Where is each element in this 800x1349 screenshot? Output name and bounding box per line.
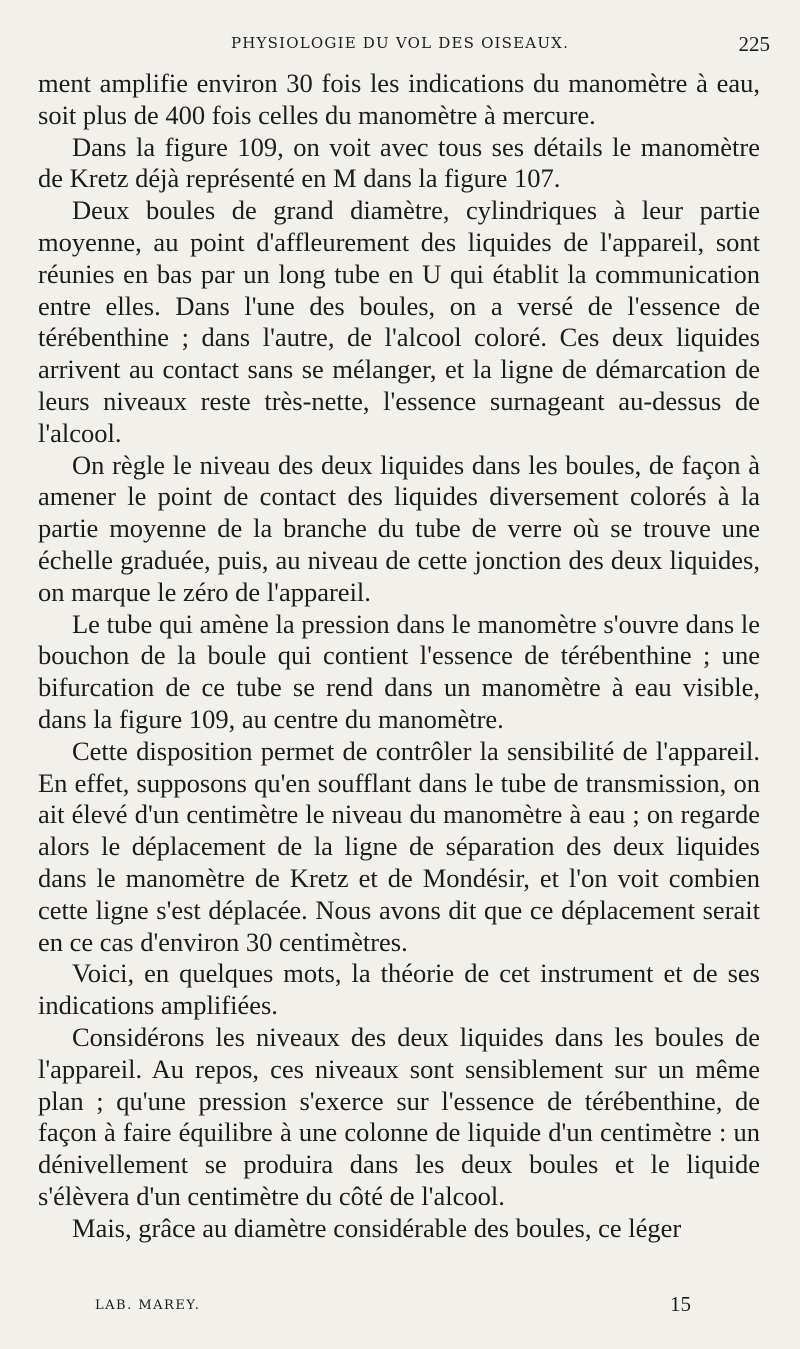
paragraph: On règle le niveau des deux liquides dans les boules, de façon à amener le point de contact des liquides diversement colorés à la partie moyenne de la branche du tube de verre où se trouve une échelle graduée, puis, au niveau de cette jonction des deux liquides, on marque le zéro de l'appareil. [38,449,760,607]
paragraph: Dans la figure 109, on voit avec tous ses détails le manomètre de Kretz déjà représenté en M dans la figure 107. [38,131,760,194]
paragraph: ment amplifie environ 30 fois les indications du manomètre à eau, soit plus de 400 fois celles du manomètre à mercure. [38,68,760,130]
paragraph: Deux boules de grand diamètre, cylindriques à leur partie moyenne, au point d'affleurement des liquides de l'appareil, sont réunies en bas par un long tube en U qui établit la communication entre elles. Dans l'une des boules, on a versé de l'essence de térébenthine ; dans l'autre, de l'alcool coloré. Ces deux liquides arrivent au contact sans se mélanger, et la ligne de démarcation de leurs niveaux reste très-nette, l'essence surnageant au-dessus de l'alcool. [38,195,760,448]
signature-mark: 15 [670,1292,691,1316]
paragraph: Voici, en quelques mots, la théorie de cet instrument et de ses indications amplifiées. [38,958,760,1021]
page-footer [0,1292,800,1322]
page-body [38,68,760,1244]
paragraph: Cette disposition permet de contrôler la sensibilité de l'appareil. En effet, supposons qu'en soufflant dans le tube de transmission, on ait élevé d'un centimètre le niveau du manomètre à eau ; on regarde alors le déplacement de la ligne de séparation des deux liquides dans le manomètre de Kretz et de Mondésir, et l'on voit combien cette ligne s'est déplacée. Nous avons dit que ce déplacement serait en ce cas d'environ 30 centimètres. [38,735,760,957]
footer-credit: LAB. MAREY. [95,1298,201,1313]
running-head: PHYSIOLOGIE DU VOL DES OISEAUX. [230,34,570,52]
page-header [0,32,800,60]
page-number: 225 [738,32,770,56]
paragraph: Le tube qui amène la pression dans le manomètre s'ouvre dans le bouchon de la boule qui contient l'essence de térébenthine ; une bifurcation de ce tube se rend dans un manomètre à eau visible, dans la figure 109, au centre du manomètre. [38,608,760,734]
paragraph: Mais, grâce au diamètre considérable des boules, ce léger [72,1212,682,1243]
paragraph: Considérons les niveaux des deux liquides dans les boules de l'appareil. Au repos, ces niveaux sont sensiblement sur un même plan ; qu'une pression s'exerce sur l'essence de térébenthine, de façon à faire équilibre à une colonne de liquide d'un centimètre : un dénivellement se produira dans les deux boules et le liquide s'élèvera d'un centimètre du côté de l'alcool. [38,1021,760,1211]
